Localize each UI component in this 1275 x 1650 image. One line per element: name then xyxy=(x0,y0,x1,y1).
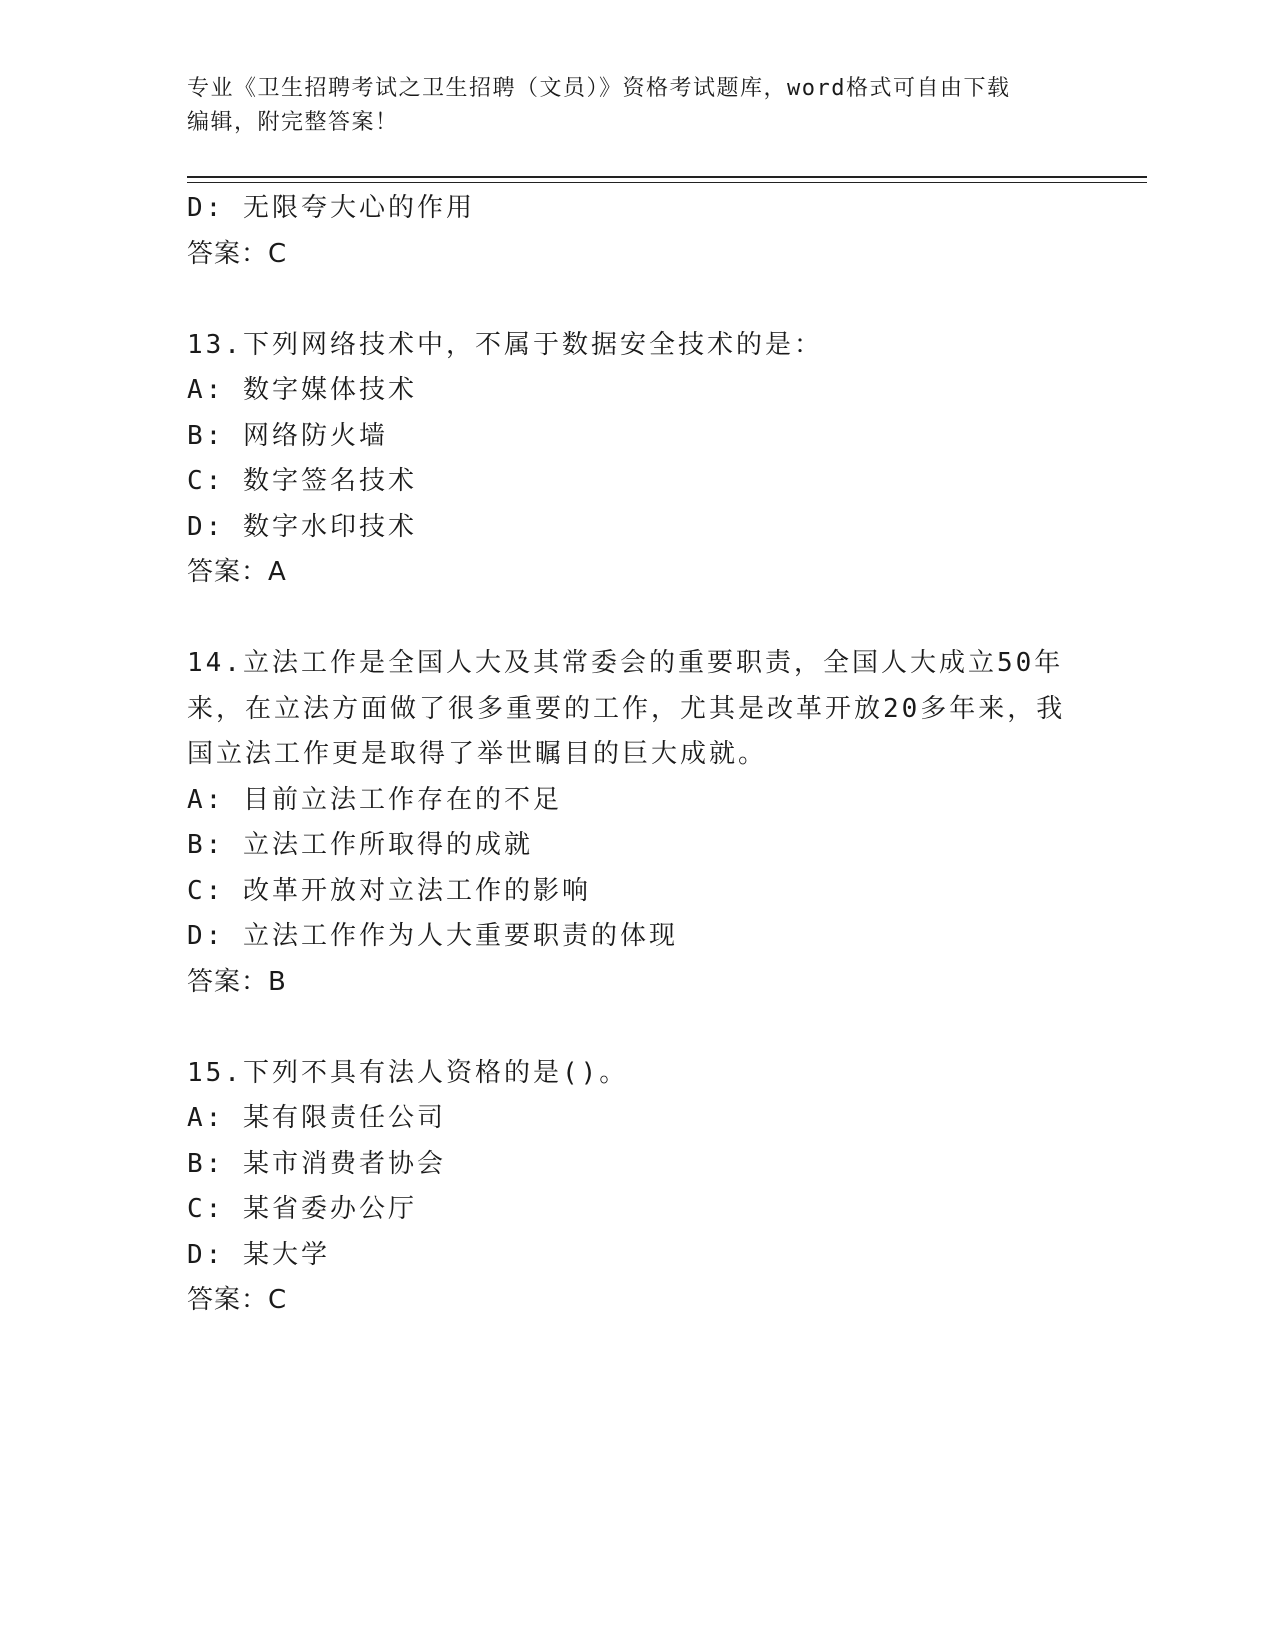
spacer xyxy=(187,277,1087,323)
spacer xyxy=(187,596,1087,642)
question-stem: 15.下列不具有法人资格的是()。 xyxy=(187,1057,629,1088)
question-stem: 国立法工作更是取得了举世瞩目的巨大成就。 xyxy=(187,739,768,769)
spacer xyxy=(187,1005,1087,1051)
question-block-15 xyxy=(187,1051,1087,1324)
option-a: A: 目前立法工作存在的不足 xyxy=(187,784,562,815)
question-block-13 xyxy=(187,323,1087,596)
option-c: C: 数字签名技术 xyxy=(187,466,417,496)
page-header xyxy=(187,72,1087,140)
option-b: B: 某市消费者协会 xyxy=(187,1148,446,1179)
option-d: D: 数字水印技术 xyxy=(187,511,417,542)
option-b: B: 立法工作所取得的成就 xyxy=(187,830,533,860)
answer-line: 答案：C xyxy=(187,238,288,269)
answer-line: 答案：C xyxy=(187,1285,288,1315)
header-divider-thin xyxy=(187,182,1147,183)
question-stem: 14.立法工作是全国人大及其常委会的重要职责，全国人大成立50年 xyxy=(187,648,1064,678)
option-b: B: 网络防火墙 xyxy=(187,420,388,451)
answer-line: 答案：B xyxy=(187,966,287,997)
option-d: D: 立法工作作为人大重要职责的体现 xyxy=(187,921,678,951)
header-divider-thick xyxy=(187,176,1147,178)
question-block-12 xyxy=(187,186,1087,277)
option-d: D: 某大学 xyxy=(187,1239,330,1270)
option-a: A: 数字媒体技术 xyxy=(187,375,417,405)
option-a: A: 某有限责任公司 xyxy=(187,1103,446,1133)
header-line-2: 编辑，附完整答案！ xyxy=(187,110,399,135)
question-stem: 来，在立法方面做了很多重要的工作，尤其是改革开放20多年来，我 xyxy=(187,693,1066,724)
option-c: C: 某省委办公厅 xyxy=(187,1194,417,1224)
question-stem: 13.下列网络技术中，不属于数据安全技术的是： xyxy=(187,329,823,360)
header-line-1: 专业《卫生招聘考试之卫生招聘（文员）》资格考试题库，word格式可自由下载 xyxy=(187,76,1011,101)
question-block-14 xyxy=(187,641,1087,1005)
option-d: D: 无限夸大心的作用 xyxy=(187,193,475,223)
answer-line: 答案：A xyxy=(187,557,287,587)
question-content xyxy=(187,186,1087,1324)
option-c: C: 改革开放对立法工作的影响 xyxy=(187,875,591,906)
